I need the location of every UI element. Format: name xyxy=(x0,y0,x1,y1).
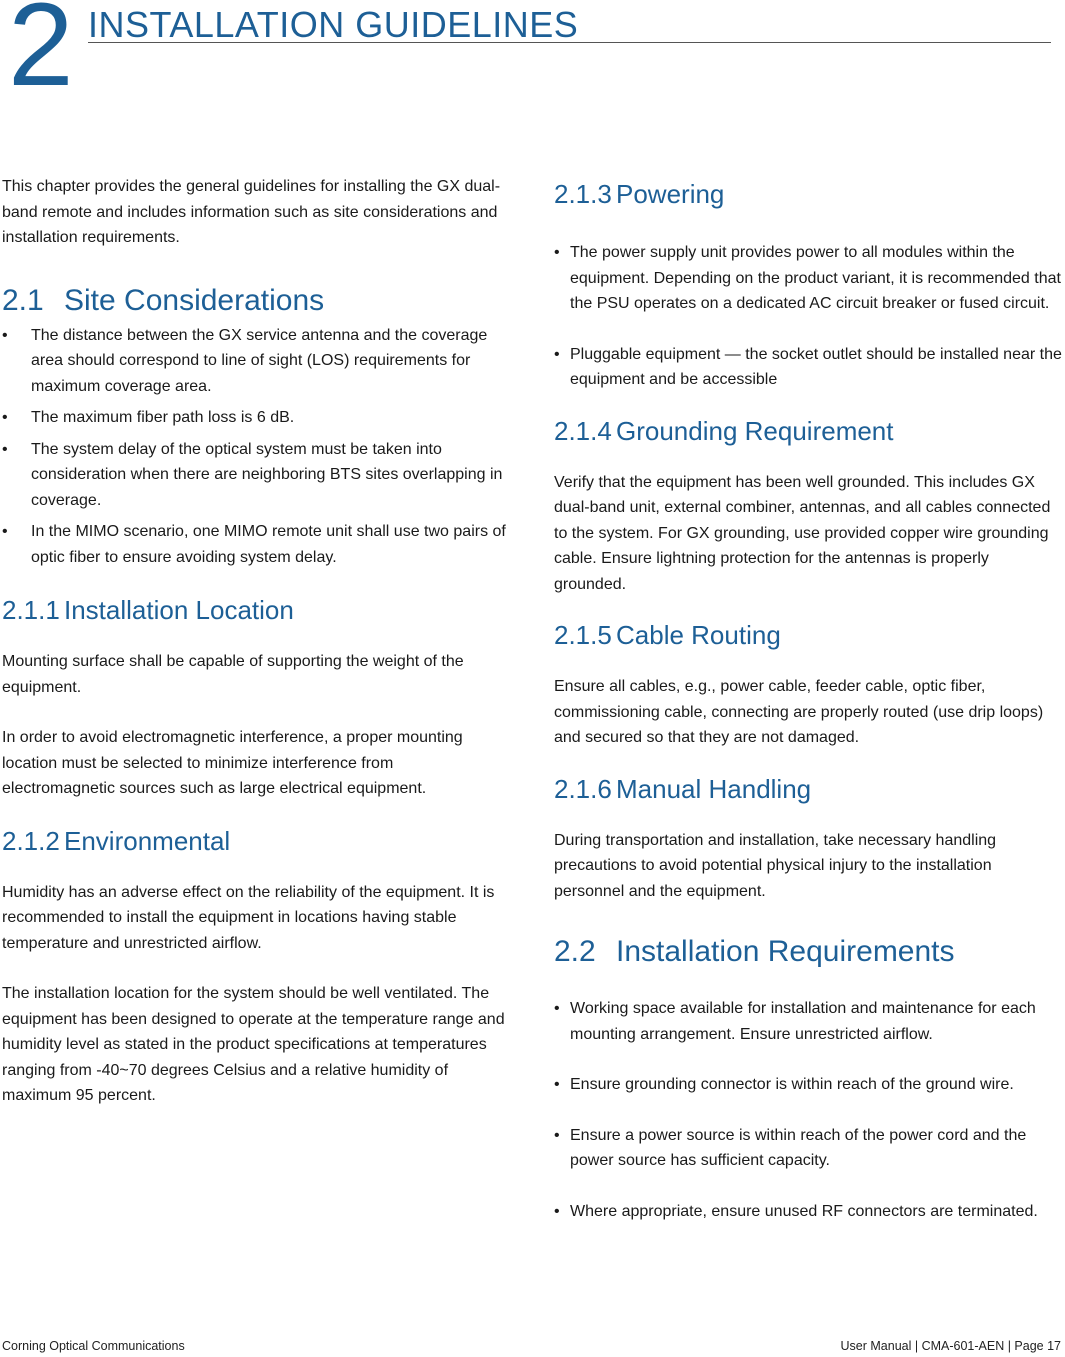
paragraph: Mounting surface shall be capable of supporting the weight of the equipment. xyxy=(2,653,464,696)
list-item: • Working space available for installation and maintenance for each mounting arrangement. Ensure unrestricted airflow. xyxy=(554,996,1064,1047)
section-heading-2-1-1 xyxy=(2,594,510,626)
section-heading-2-1-2 xyxy=(2,825,510,857)
section-heading-2-2 xyxy=(554,934,1064,970)
section-title: Environmental xyxy=(64,825,231,856)
powering-list xyxy=(554,240,1064,393)
section-number: 2.1 xyxy=(2,283,44,317)
list-item: • Ensure a power source is within reach of the power cord and the power source has sufficient capacity. xyxy=(554,1123,1064,1174)
paragraph: Humidity has an adverse effect on the reliability of the equipment. It is recommended to install the equipment in locations having stable temperature and unrestricted airflow. xyxy=(2,883,495,952)
paragraph: Ensure all cables, e.g., power cable, feeder cable, optic fiber, commissioning cable, connecting are properly routed (use drip loops) and secured so that they are not damaged. xyxy=(554,678,1044,746)
section-number: 2.1.3 xyxy=(554,179,612,209)
chapter-number: 2 xyxy=(8,0,74,111)
section-title: Powering xyxy=(616,179,725,209)
section-title: Site Considerations xyxy=(64,283,325,317)
paragraph: The installation location for the system should be well ventilated. The equipment has been designed to operate at the temperature range and humidity level as stated in the product specifications at temperatures ranging from -40~70 degrees Celsius and a relative humidity of maximum 95 percent. xyxy=(2,985,505,1104)
section-heading-2-1-5 xyxy=(554,619,1064,651)
section-number: 2.1.4 xyxy=(554,415,612,446)
section-heading-2-1-3 xyxy=(554,178,1064,210)
left-column xyxy=(2,174,510,1109)
section-title: Installation Location xyxy=(64,595,294,625)
section-title: Grounding Requirement xyxy=(616,415,894,446)
section-number: 2.1.6 xyxy=(554,773,612,804)
chapter-title: INSTALLATION GUIDELINES xyxy=(88,4,579,45)
section-heading-2-1 xyxy=(2,283,510,319)
paragraph: In order to avoid electromagnetic interference, a proper mounting location must be selected to minimize interference from electromagnetic sources such as large electrical equipment. xyxy=(2,729,463,797)
list-item: • Where appropriate, ensure unused RF connectors are terminated. xyxy=(554,1199,1064,1225)
site-considerations-list xyxy=(2,323,510,571)
list-item: • Ensure grounding connector is within reach of the ground wire. xyxy=(554,1072,1064,1098)
list-item: • The system delay of the optical system must be taken into consideration when there are neighboring BTS sites overlapping in coverage. xyxy=(2,437,510,514)
list-item: • Pluggable equipment — the socket outlet should be installed near the equipment and be accessible xyxy=(554,342,1064,393)
section-heading-2-1-4 xyxy=(554,415,1064,447)
section-title: Installation Requirements xyxy=(616,935,955,968)
paragraph: Verify that the equipment has been well grounded. This includes GX dual-band unit, external combiner, antennas, and all cables connected to the system. For GX grounding, use provided copper wire grounding cable. Ensure lightning protection for the antennas is properly grounded. xyxy=(554,473,1051,593)
section-number: 2.2 xyxy=(554,935,596,968)
section-heading-2-1-6 xyxy=(554,773,1064,805)
section-number: 2.1.5 xyxy=(554,620,612,650)
list-item: • The distance between the GX service antenna and the coverage area should correspond to line of sight (LOS) requirements for maximum coverage area. xyxy=(2,323,510,400)
right-column xyxy=(554,178,1064,1224)
intro-paragraph: This chapter provides the general guidelines for installing the GX dual-band remote and includes information such as site considerations and installation requirements. xyxy=(2,178,501,246)
footer-page-info: User Manual | CMA-601-AEN | Page 17 xyxy=(840,1339,1061,1353)
section-title: Cable Routing xyxy=(616,620,781,650)
list-item: • The power supply unit provides power to all modules within the equipment. Depending on the product variant, it is recommended that the PSU operates on a dedicated AC circuit breaker or fused circuit. xyxy=(554,240,1064,317)
installation-requirements-list xyxy=(554,996,1064,1224)
section-title: Manual Handling xyxy=(616,773,812,804)
footer-company: Corning Optical Communications xyxy=(2,1339,185,1353)
list-item: • In the MIMO scenario, one MIMO remote unit shall use two pairs of optic fiber to ensure avoiding system delay. xyxy=(2,519,510,570)
paragraph: During transportation and installation, take necessary handling precautions to avoid potential physical injury to the installation personnel and the equipment. xyxy=(554,831,997,900)
list-item: • The maximum fiber path loss is 6 dB. xyxy=(2,405,510,431)
chapter-rule xyxy=(88,42,1051,43)
section-number: 2.1.1 xyxy=(2,595,60,625)
section-number: 2.1.2 xyxy=(2,825,60,856)
